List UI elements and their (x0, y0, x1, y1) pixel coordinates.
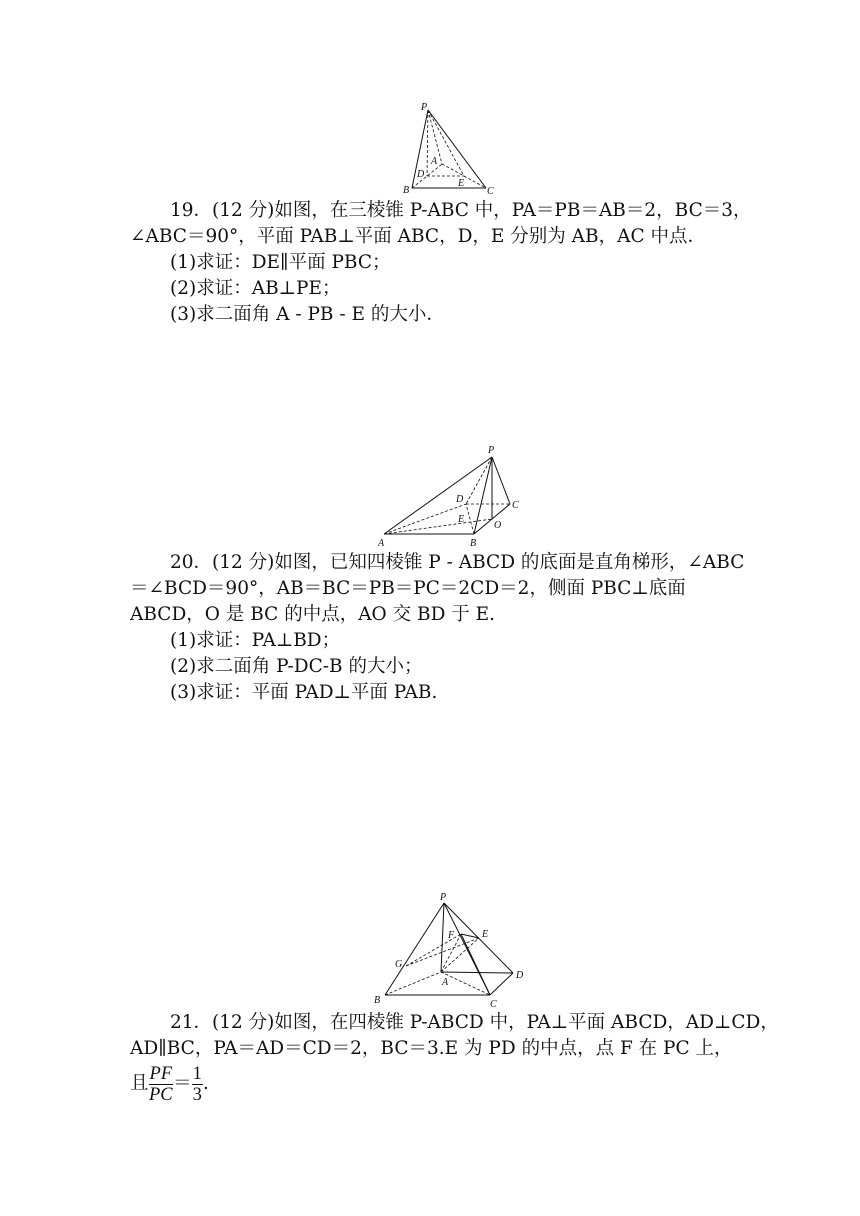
label-p: P (488, 445, 495, 456)
edge-cd (490, 973, 513, 995)
period: . (202, 1073, 209, 1094)
q21-line-3 (130, 1062, 209, 1106)
label-a: A (442, 977, 449, 988)
label-b: B (374, 995, 381, 1006)
edge-pd (466, 457, 492, 504)
fraction-pf-pc (149, 1064, 174, 1105)
label-c: C (490, 999, 497, 1010)
q21-line-2: AD∥BC，PA＝AD＝CD＝2，BC＝3.E 为 PD 的中点，点 F 在 PC 上， (130, 1038, 733, 1059)
label-e: E (482, 929, 489, 940)
fraction-denominator: 3 (192, 1084, 202, 1105)
label-d: D (516, 970, 524, 981)
q20-part-2: (2)求二面角 P-DC-B 的大小； (170, 656, 423, 677)
label-f: F (448, 930, 455, 941)
q20-part-3: (3)求证：平面 PAD⊥平面 PAB. (170, 682, 438, 703)
q20-part-1: (1)求证：PA⊥BD； (170, 630, 341, 651)
q20-line-3: ABCD，O 是 BC 的中点，AO 交 BD 于 E. (130, 604, 496, 625)
edge-pb (385, 903, 444, 995)
fraction-numerator: PF (149, 1063, 173, 1084)
q21-line-1: 21．(12 分)如图，在四棱锥 P-ABCD 中，PA⊥平面 ABCD，AD⊥CD， (170, 1012, 779, 1033)
q19-line-2: ∠ABC＝90°，平面 PAB⊥平面 ABC，D，E 分别为 AB，AC 中点． (130, 226, 707, 247)
label-a: A (431, 156, 438, 167)
label-b: B (470, 538, 477, 549)
label-c: C (512, 500, 519, 511)
q21-prefix: 且 (130, 1073, 149, 1094)
edge-pc (492, 457, 510, 504)
fraction-numerator: 1 (192, 1063, 202, 1084)
label-a: A (378, 538, 385, 549)
edge-pa (384, 457, 492, 534)
label-d: D (456, 494, 464, 505)
segment-ac (441, 972, 490, 995)
segment-pd (427, 110, 428, 176)
figure-21 (368, 890, 538, 1010)
edge-ad (384, 504, 466, 534)
equals-sign: ＝ (173, 1073, 192, 1094)
edge-ab (385, 972, 441, 995)
label-e: E (458, 514, 465, 525)
segment-ae (441, 938, 479, 972)
label-g: G (395, 959, 403, 970)
q20-line-2: ＝∠BCD＝90°，AB＝BC＝PB＝PC＝2CD＝2，侧面 PBC⊥底面 (130, 578, 686, 599)
segment-fc (461, 934, 490, 995)
edge-pb (474, 457, 492, 534)
q20-line-1: 20．(12 分)如图，已知四棱锥 P - ABCD 的底面是直角梯形，∠ABC (170, 552, 745, 573)
label-e: E (458, 178, 465, 189)
edge-ad (441, 972, 513, 973)
q19-part-2: (2)求证：AB⊥PE； (170, 278, 341, 299)
q19-line-1: 19．(12 分)如图，在三棱锥 P-ABC 中，PA＝PB＝AB＝2，BC＝3， (170, 200, 752, 221)
q19-part-3: (3)求二面角 A - PB - E 的大小． (170, 304, 445, 325)
label-p: P (421, 102, 428, 113)
q19-part-1: (1)求证：DE∥平面 PBC； (170, 252, 391, 273)
edge-bd (466, 504, 474, 534)
label-b: B (403, 185, 410, 196)
edge-pa (441, 903, 444, 972)
figure-19 (398, 100, 503, 195)
fraction-denominator: PC (149, 1084, 173, 1105)
label-d: D (417, 169, 425, 180)
fraction-one-third (192, 1064, 203, 1105)
label-p: P (440, 892, 447, 903)
figure-20 (370, 442, 530, 552)
label-c: C (487, 186, 494, 197)
label-o: O (494, 520, 502, 531)
